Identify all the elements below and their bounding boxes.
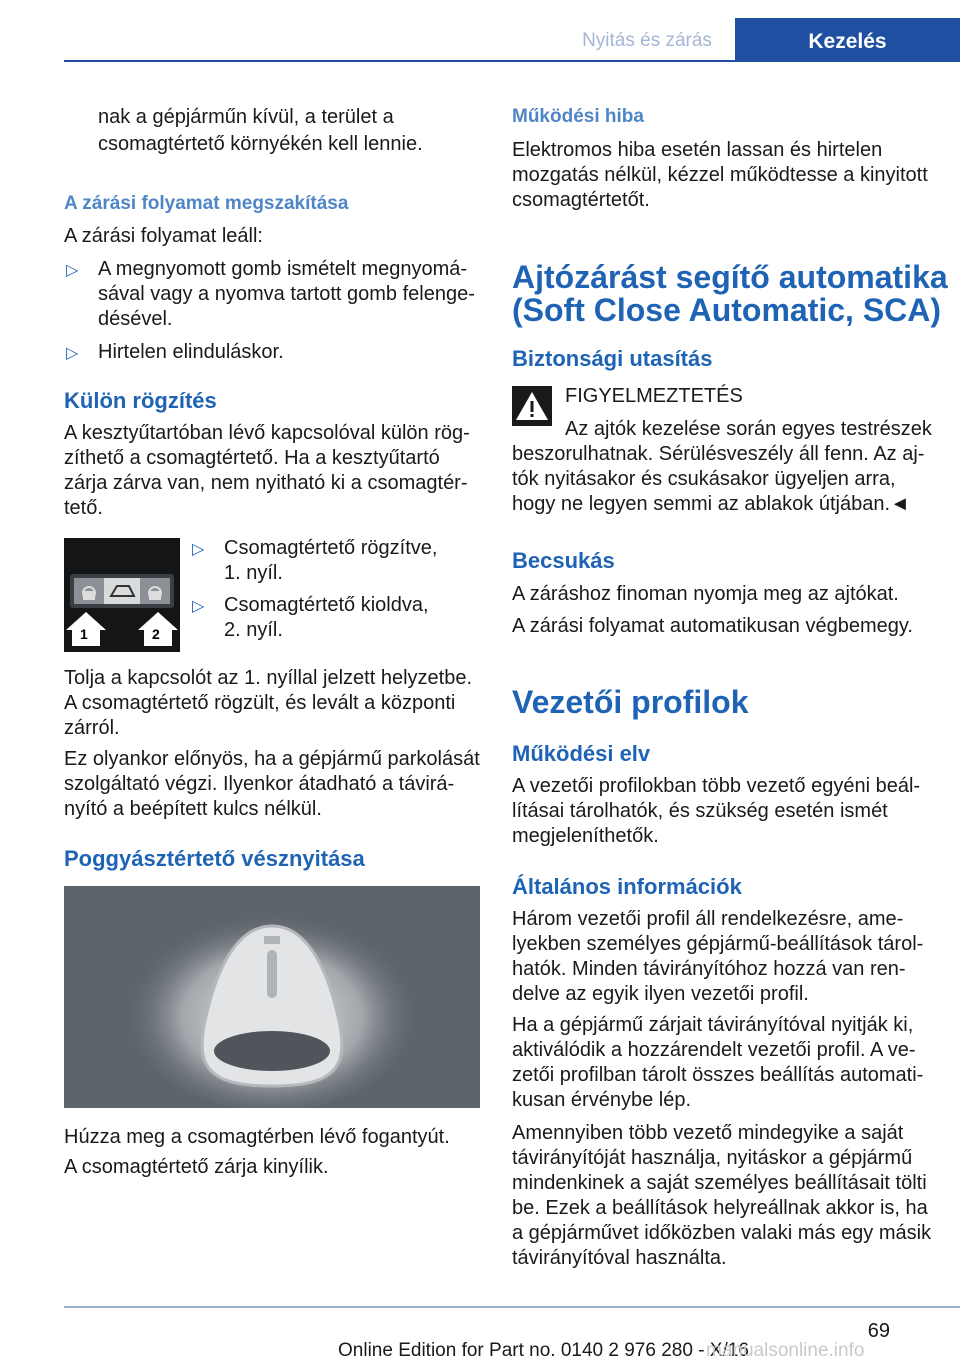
general-text-line-4: delve az egyik ilyen vezetői profil. — [512, 983, 809, 1005]
malfunction-text-line-1: Elektromos hiba esetén lassan és hirtelen — [512, 139, 883, 161]
handle-illustration — [64, 886, 480, 1108]
sca-title-line-1: Ajtózárást segítő automatika — [512, 259, 948, 295]
bullet-icon: ▷ — [192, 598, 205, 615]
warning-text-first: Az ajtók kezelése során egyes testrészek — [565, 418, 932, 440]
activation-text-line-2: aktiválódik a hozzárendelt vezetői profil. A ve- — [512, 1039, 916, 1061]
multi-text-line-1: Amennyiben több vezető mindegyike a saját — [512, 1122, 904, 1144]
arrow-label-2: 2 — [152, 626, 160, 642]
separate-text-line-4: tető. — [64, 497, 103, 519]
general-info-heading: Általános információk — [512, 874, 742, 899]
footer-edition: Online Edition for Part no. 0140 2 976 280 - X/16 — [338, 1340, 749, 1361]
multi-text-line-2: távirányítóját használja, nyitáskor a gépjármű — [512, 1147, 913, 1169]
separate-lock-heading: Külön rögzítés — [64, 388, 217, 413]
malfunction-heading: Működési hiba — [512, 106, 644, 127]
multi-text-line-6: távirányítóval használta. — [512, 1247, 727, 1269]
separate-text-line-2: zíthető a csomagtértető. Ha a kesztyűtartó — [64, 447, 440, 469]
switch-item-1-line-2: 1. nyíl. — [224, 562, 283, 584]
switch-item-2-line-2: 2. nyíl. — [224, 619, 283, 641]
general-text-line-2: lyekben személyes gépjármű-beállítások tárol- — [512, 933, 924, 955]
interrupt-item-1-line-1: A megnyomott gomb ismételt megnyomá- — [98, 258, 468, 280]
general-text-line-3: hatók. Minden távirányítóhoz hozzá van ren- — [512, 958, 906, 980]
valet-text-line-1: Ez olyankor előnyös, ha a gépjármű parkolását — [64, 748, 480, 770]
warning-text-line-3: tók nyitásakor és csukásakor ügyeljen arra, — [512, 468, 896, 490]
arrow-label-1: 1 — [80, 626, 88, 642]
page-number: 69 — [867, 1320, 890, 1342]
push-text-line-1: Tolja a kapcsolót az 1. nyíllal jelzett helyzetbe. — [64, 667, 472, 689]
interrupt-item-1-line-2: sával vagy a nyomva tartott gomb felenge- — [98, 283, 475, 305]
activation-text-line-3: zetői profilban tárolt összes beállítás automati- — [512, 1064, 924, 1086]
closing-text-1: A záráshoz finoman nyomja meg az ajtókat. — [512, 583, 899, 605]
bullet-icon: ▷ — [66, 345, 79, 362]
principle-text-line-1: A vezetői profilokban több vezető egyéni beál- — [512, 775, 921, 797]
multi-text-line-3: mindenkinek a saját személyes beállításait tölti — [512, 1172, 927, 1194]
intro-line-2: csomagtértető környékén kell lennie. — [98, 133, 423, 155]
closing-heading: Becsukás — [512, 548, 615, 573]
emergency-release-heading: Poggyásztértető vésznyitása — [64, 846, 365, 871]
separate-text-line-1: A kesztyűtartóban lévő kapcsolóval külön rög- — [64, 422, 470, 444]
warning-icon — [512, 386, 552, 426]
closing-text-2: A zárási folyamat automatikusan végbemegy. — [512, 615, 913, 637]
interrupt-item-1-line-3: désével. — [98, 308, 173, 330]
lock-opens-text: A csomagtértető zárja kinyílik. — [64, 1156, 329, 1178]
separate-text-line-3: zárja zárva van, nem nyitható ki a csomagtér- — [64, 472, 468, 494]
footer-site-watermark: manualsonline.info — [706, 1340, 865, 1361]
intro-line-1: nak a gépjárműn kívül, a terület a — [98, 106, 394, 128]
bullet-icon: ▷ — [66, 262, 79, 279]
bullet-icon: ▷ — [192, 541, 205, 558]
header-rule — [64, 60, 960, 62]
malfunction-text-line-2: mozgatás nélkül, kézzel működtesse a kinyitott — [512, 164, 928, 186]
safety-heading: Biztonsági utasítás — [512, 346, 713, 371]
multi-text-line-5: a gépjárművet időközben valaki más egy másik — [512, 1222, 932, 1244]
interrupt-heading: A zárási folyamat megszakítása — [64, 193, 349, 214]
push-text-line-2: A csomagtértető rögzült, és levált a központi — [64, 692, 456, 714]
interrupt-lead: A zárási folyamat leáll: — [64, 225, 263, 247]
malfunction-text-line-3: csomagtértetőt. — [512, 189, 650, 211]
warning-text-line-4: hogy ne legyen semmi az ablakok útjában.◄ — [512, 493, 910, 515]
profiles-title: Vezetői profilok — [512, 684, 749, 720]
multi-text-line-4: be. Ezek a beállítások helyreállnak akkor is, ha — [512, 1197, 928, 1219]
emergency-handle-image — [64, 886, 480, 1108]
switch-item-2-line-1: Csomagtértető kioldva, — [224, 594, 429, 616]
principle-text-line-3: megjeleníthetők. — [512, 825, 659, 847]
valet-text-line-2: szolgáltató végzi. Ilyenkor átadható a távirá- — [64, 773, 455, 795]
activation-text-line-1: Ha a gépjármű zárjait távirányítóval nyitják ki, — [512, 1014, 914, 1036]
principle-text-line-2: lításai tárolhatók, és szükség esetén ismét — [512, 800, 888, 822]
header-section-title: Nyitás és zárás — [582, 30, 712, 51]
footer-rule — [64, 1306, 960, 1308]
header-chapter-tab: Kezelés — [735, 18, 960, 62]
warning-text-line-2: beszorulhatnak. Sérülésveszély áll fenn. Az aj- — [512, 443, 925, 465]
push-text-line-3: zárról. — [64, 717, 120, 739]
tailgate-switch-image — [64, 538, 180, 652]
principle-heading: Működési elv — [512, 741, 651, 766]
warning-label: FIGYELMEZTETÉS — [565, 385, 743, 407]
sca-title-line-2: (Soft Close Automatic, SCA) — [512, 292, 942, 328]
pull-handle-text: Húzza meg a csomagtérben lévő fogantyút. — [64, 1126, 450, 1148]
activation-text-line-4: kusan érvénybe lép. — [512, 1089, 692, 1111]
switch-item-1-line-1: Csomagtértető rögzítve, — [224, 537, 438, 559]
interrupt-item-2: Hirtelen elinduláskor. — [98, 341, 284, 363]
general-text-line-1: Három vezetői profil áll rendelkezésre, ame- — [512, 908, 904, 930]
valet-text-line-3: nyító a beépített kulcs nélkül. — [64, 798, 322, 820]
